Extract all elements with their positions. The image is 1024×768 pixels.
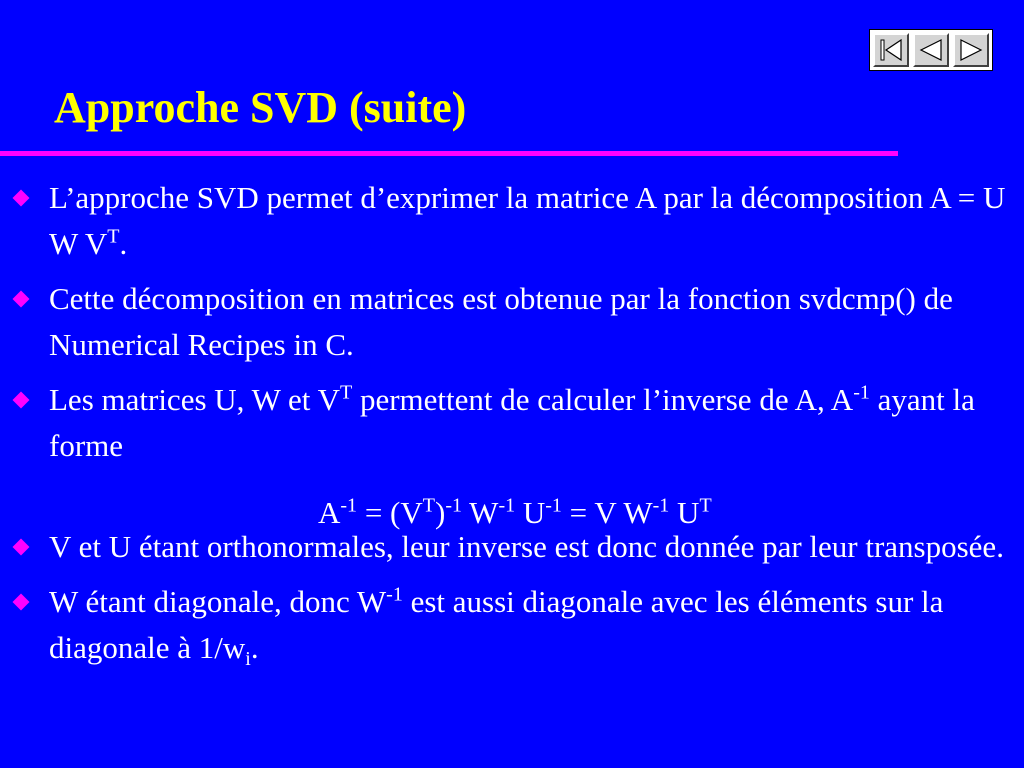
next-slide-button[interactable] — [953, 33, 989, 67]
formula-superscript: -1 — [545, 494, 562, 517]
superscript: T — [340, 381, 353, 404]
bullet-diamond-icon — [13, 291, 30, 308]
formula-part: ) — [434, 495, 446, 530]
bullet-text: . — [250, 630, 259, 665]
bullet-text: V et U étant orthonormales, leur inverse est donc donnée par leur transposée. — [49, 529, 1004, 564]
title-divider — [0, 151, 898, 156]
bullet-item — [0, 276, 1024, 368]
superscript: T — [107, 225, 120, 248]
bullet-diamond-icon — [13, 594, 30, 611]
navigation-controls — [869, 29, 993, 71]
next-triangle-icon — [959, 38, 983, 62]
bullet-diamond-icon — [13, 539, 30, 556]
bullet-diamond-icon — [13, 190, 30, 207]
superscript: -1 — [386, 583, 403, 606]
subscript: i — [245, 648, 251, 671]
bullet-item — [0, 377, 1024, 469]
previous-slide-button[interactable] — [913, 33, 949, 67]
formula-superscript: -1 — [498, 494, 516, 517]
formula-superscript: -1 — [445, 494, 462, 517]
bullet-text: Cette décomposition en matrices est obtenue par la fonction svdcmp() de Numerical Recipes in C. — [49, 281, 953, 362]
formula-part: U — [669, 495, 700, 530]
formula-superscript: T — [699, 494, 712, 517]
bullet-text: Les matrices U, W et V — [49, 382, 340, 417]
superscript: -1 — [853, 381, 870, 404]
previous-triangle-icon — [919, 38, 943, 62]
bullet-text: est aussi diagonale avec les éléments sur la diagonale à 1/w — [49, 584, 944, 665]
formula-part: U — [515, 495, 546, 530]
formula-part: = (V — [357, 495, 423, 530]
formula-part: = V W — [561, 495, 653, 530]
formula-superscript: T — [422, 494, 435, 517]
bullet-diamond-icon — [13, 392, 30, 409]
bullet-text: L’approche SVD permet d’exprimer la matrice A par la décomposition A = U W V — [49, 180, 1006, 261]
formula-part: A — [318, 495, 341, 530]
formula-superscript: -1 — [652, 494, 670, 517]
bullet-text: W étant diagonale, donc W — [49, 584, 387, 619]
bullet-text: permettent de calculer l’inverse de A, A — [352, 382, 854, 417]
formula-part: W — [461, 495, 499, 530]
formula-superscript: -1 — [340, 494, 358, 517]
bullet-item — [0, 175, 1024, 267]
skip-to-first-icon — [879, 38, 903, 62]
bullet-text: . — [119, 226, 128, 261]
bullet-list — [0, 175, 1024, 680]
first-slide-button[interactable] — [873, 33, 909, 67]
bullet-text: ayant la forme — [49, 382, 975, 463]
inverse-formula — [318, 490, 712, 536]
bullet-item — [0, 579, 1024, 671]
slide-title: Approche SVD (suite) — [54, 83, 467, 132]
